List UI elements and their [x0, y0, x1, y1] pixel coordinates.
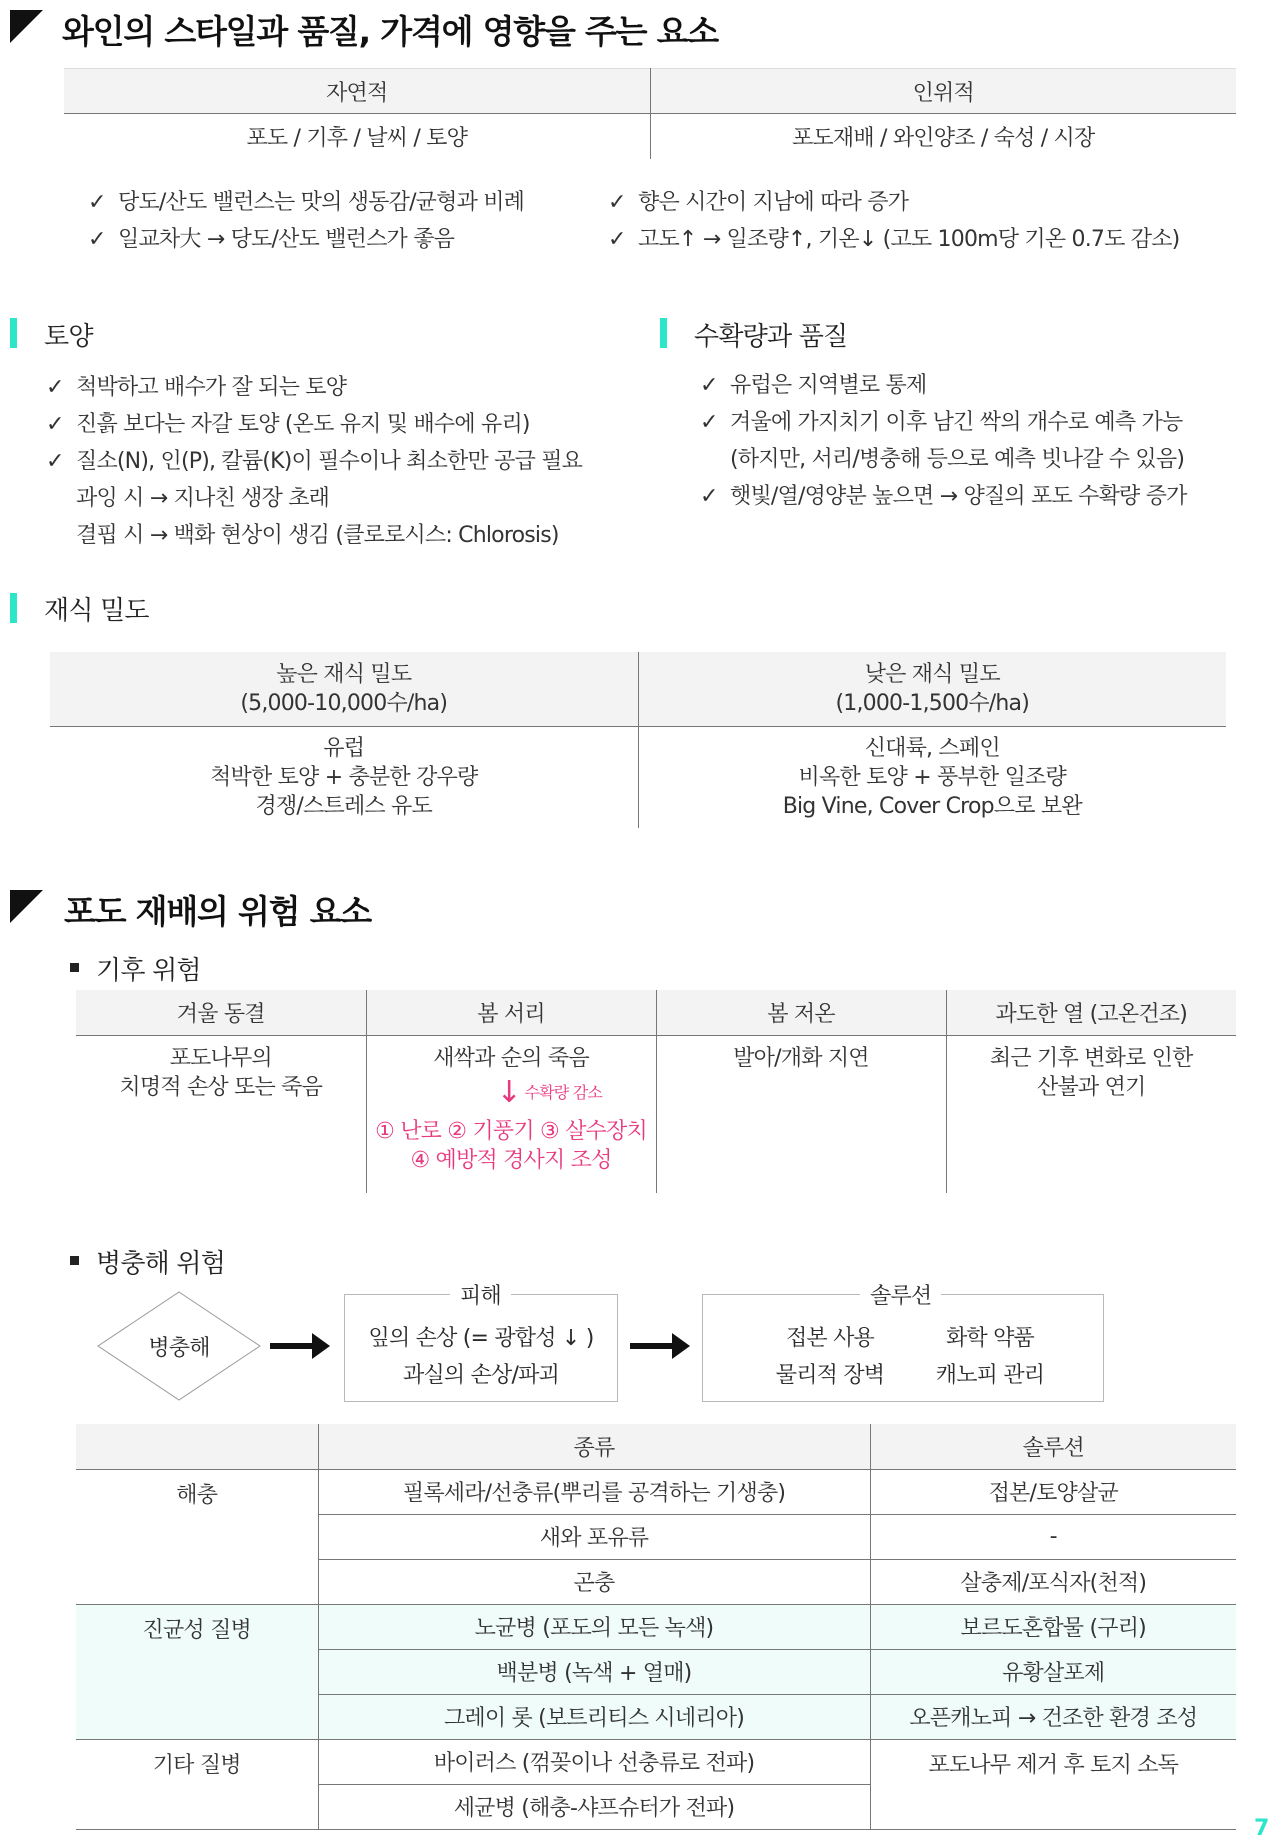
soil-item: 결핍 시 → 백화 현상이 생김 (클로로시스: Chlorosis) — [76, 523, 559, 548]
bullet-icon — [70, 963, 79, 972]
density-header-high: 높은 재식 밀도 (5,000-10,000수/ha) — [50, 652, 638, 726]
climate-cell: 포도나무의 치명적 손상 또는 죽음 — [76, 1035, 366, 1193]
climate-header: 과도한 열 (고온건조) — [946, 990, 1236, 1035]
check-icon: ✓ — [88, 227, 106, 252]
density-table — [50, 652, 1226, 828]
pest-type: 그레이 롯 (보트리티스 시네리아) — [318, 1694, 870, 1739]
density-cell-high: 유럽 척박한 토양 + 충분한 강우량 경쟁/스트레스 유도 — [50, 726, 638, 828]
check-icon: ✓ — [700, 373, 718, 398]
climate-cell-frost: 새싹과 순의 죽음 ↓ 수확량 감소 ① 난로 ② 기풍기 ③ 살수장치 ④ 예방적 경사지 조성 — [366, 1035, 656, 1193]
climate-table — [76, 990, 1236, 1193]
header-artificial: 인위적 — [650, 69, 1236, 114]
check-icon: ✓ — [608, 227, 626, 252]
check-item: ✓ 일교차大 → 당도/산도 밸런스가 좋음 — [88, 227, 455, 252]
subsection-bar-icon — [10, 593, 17, 623]
climate-header: 봄 저온 — [656, 990, 946, 1035]
factor-table — [64, 68, 1236, 159]
check-item: ✓ 고도↑ → 일조량↑, 기온↓ (고도 100m당 기온 0.7도 감소) — [608, 227, 1180, 252]
climate-header: 봄 서리 — [366, 990, 656, 1035]
pest-type: 곤충 — [318, 1559, 870, 1604]
soil-title: 토양 — [44, 322, 93, 352]
pest-header-type: 종류 — [318, 1424, 870, 1469]
harvest-item: ✓ 유럽은 지역별로 통제 — [700, 373, 927, 398]
damage-label: 피해 — [450, 1279, 511, 1310]
check-icon: ✓ — [46, 449, 64, 474]
arrow-right-icon — [312, 1333, 330, 1359]
pest-type: 백분병 (녹색 + 열매) — [318, 1649, 870, 1694]
group-fungal: 진균성 질병 — [76, 1604, 318, 1739]
damage-item: 잎의 손상 (= 광합성 ↓ ) — [368, 1326, 594, 1351]
check-item: ✓ 향은 시간이 지남에 따라 증가 — [608, 190, 909, 215]
harvest-item: (하지만, 서리/병충해 등으로 예측 빗나갈 수 있음) — [730, 447, 1185, 472]
down-arrow-icon: ↓ — [496, 1074, 521, 1110]
solution-item: 화학 약품 — [945, 1326, 1034, 1351]
section-title: 와인의 스타일과 품질, 가격에 영향을 주는 요소 — [62, 12, 718, 51]
check-icon: ✓ — [46, 375, 64, 400]
pest-solution: 오픈캐노피 → 건조한 환경 조성 — [870, 1694, 1236, 1739]
frost-measure: ① 난로 ② 기풍기 ③ 살수장치 — [375, 1118, 647, 1144]
climate-header: 겨울 동결 — [76, 990, 366, 1035]
yield-decrease-note: 수확량 감소 — [524, 1082, 603, 1102]
arrow-right-icon — [630, 1343, 674, 1349]
check-icon: ✓ — [608, 190, 626, 215]
natural-cell: 포도 / 기후 / 날씨 / 토양 — [64, 114, 650, 159]
section-marker-icon — [10, 10, 43, 43]
pest-solution: - — [870, 1514, 1236, 1559]
climate-title: 기후 위험 — [96, 956, 201, 986]
pest-type: 새와 포유류 — [318, 1514, 870, 1559]
arrow-right-icon — [672, 1333, 690, 1359]
damage-item: 과실의 손상/파괴 — [403, 1363, 559, 1388]
pest-header-solution: 솔루션 — [870, 1424, 1236, 1469]
harvest-item: ✓ 햇빛/열/영양분 높으면 → 양질의 포도 수확량 증가 — [700, 484, 1187, 509]
pest-type: 바이러스 (꺾꽂이나 선충류로 전파) — [318, 1739, 870, 1784]
frost-measure: ④ 예방적 경사지 조성 — [410, 1147, 612, 1173]
climate-cell: 최근 기후 변화로 인한 산불과 연기 — [989, 1045, 1193, 1100]
section-marker-icon — [10, 890, 43, 923]
solution-item: 접본 사용 — [785, 1326, 874, 1351]
artificial-cell: 포도재배 / 와인양조 / 숙성 / 시장 — [792, 125, 1095, 151]
header-natural: 자연적 — [64, 69, 650, 114]
density-title: 재식 밀도 — [44, 596, 149, 626]
harvest-title: 수확량과 품질 — [694, 322, 848, 352]
subsection-bar-icon — [10, 318, 17, 348]
density-header-low: 낮은 재식 밀도 (1,000-1,500수/ha) — [638, 652, 1226, 726]
solution-item: 캐노피 관리 — [935, 1363, 1045, 1388]
pest-title: 병충해 위험 — [96, 1249, 226, 1279]
subsection-bar-icon — [660, 318, 667, 348]
check-icon: ✓ — [700, 484, 718, 509]
pest-type: 노균병 (포도의 모든 녹색) — [318, 1604, 870, 1649]
pest-solution: 포도나무 제거 후 토지 소독 — [870, 1739, 1236, 1829]
pest-solution: 살충제/포식자(천적) — [870, 1559, 1236, 1604]
soil-item: ✓ 척박하고 배수가 잘 되는 토양 — [46, 375, 347, 400]
pest-solution: 보르도혼합물 (구리) — [870, 1604, 1236, 1649]
page-number: 7 — [1254, 1816, 1270, 1841]
climate-cell: 발아/개화 지연 — [656, 1035, 946, 1193]
soil-item: ✓ 질소(N), 인(P), 칼륨(K)이 필수이나 최소한만 공급 필요 — [46, 449, 583, 474]
pest-header-blank — [76, 1424, 318, 1469]
check-item: ✓ 당도/산도 밸런스는 맛의 생동감/균형과 비례 — [88, 190, 525, 215]
check-icon: ✓ — [88, 190, 106, 215]
pest-type: 세균병 (해충-샤프슈터가 전파) — [318, 1784, 870, 1829]
check-icon: ✓ — [46, 412, 64, 437]
harvest-item: ✓ 겨울에 가지치기 이후 남긴 싹의 개수로 예측 가능 — [700, 410, 1183, 435]
group-other: 기타 질병 — [76, 1739, 318, 1829]
bullet-icon — [70, 1256, 79, 1265]
pest-solution: 유황살포제 — [870, 1649, 1236, 1694]
solution-item: 물리적 장벽 — [775, 1363, 885, 1388]
soil-item: ✓ 진흙 보다는 자갈 토양 (온도 유지 및 배수에 유리) — [46, 412, 530, 437]
soil-item: 과잉 시 → 지나친 생장 초래 — [76, 486, 330, 511]
pest-diamond-label: 병충해 — [148, 1336, 210, 1361]
pest-solution: 접본/토양살균 — [870, 1469, 1236, 1514]
solution-label: 솔루션 — [860, 1279, 941, 1310]
check-icon: ✓ — [700, 410, 718, 435]
pest-type: 필록세라/선충류(뿌리를 공격하는 기생충) — [318, 1469, 870, 1514]
section-title: 포도 재배의 위험 요소 — [64, 892, 371, 931]
pest-table — [76, 1424, 1236, 1830]
density-cell-low: 신대륙, 스페인 비옥한 토양 + 풍부한 일조량 Big Vine, Cover Crop으로 보완 — [782, 735, 1082, 819]
arrow-right-icon — [270, 1343, 314, 1349]
group-pest: 해충 — [76, 1469, 318, 1604]
